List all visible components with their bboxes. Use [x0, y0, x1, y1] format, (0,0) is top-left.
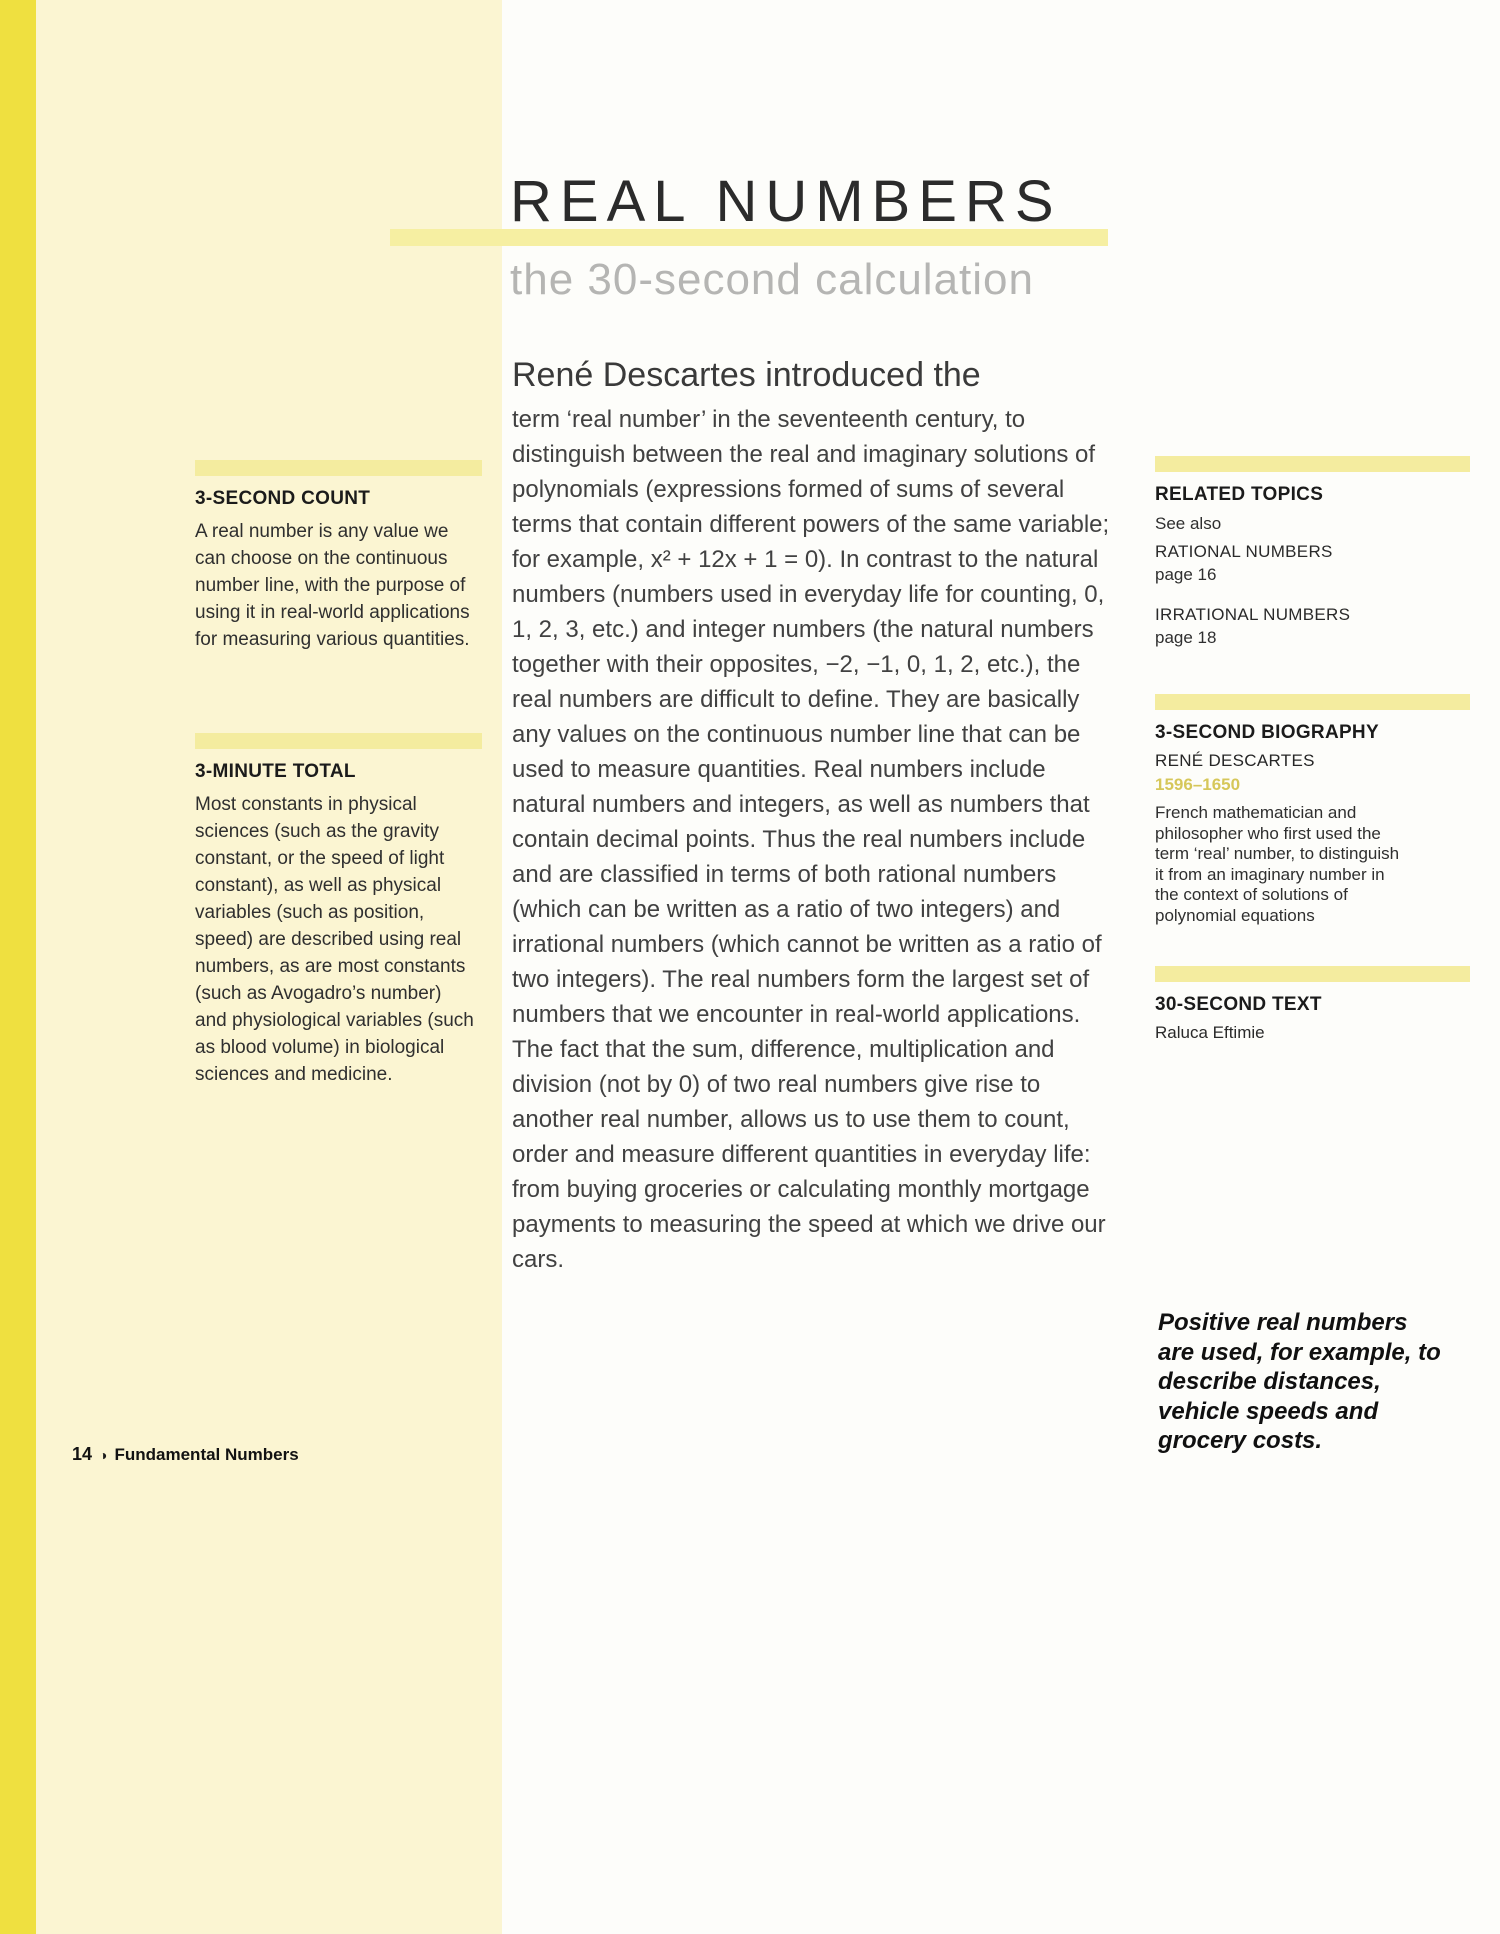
related-highlight-bar — [1155, 456, 1470, 472]
text-credit-section — [1155, 966, 1470, 1043]
page-subtitle: the 30-second calculation — [510, 255, 1034, 304]
footer-section-title: Fundamental Numbers — [114, 1444, 299, 1464]
article-lead: René Descartes introduced the — [512, 356, 981, 394]
page-title: REAL NUMBERS — [510, 169, 1062, 234]
count-body: A real number is any value we can choose on the continuous number line, with the purpose of using it in real-world applications for measuring various quantities. — [195, 521, 470, 650]
biography-name: RENÉ DESCARTES — [1155, 751, 1315, 770]
related-topics-section — [1155, 456, 1470, 648]
text-credit-highlight-bar — [1155, 966, 1470, 982]
related-topic-title: RATIONAL NUMBERS — [1155, 542, 1333, 561]
count-heading: 3-SECOND COUNT — [195, 488, 371, 509]
related-topic-title: IRRATIONAL NUMBERS — [1155, 605, 1351, 624]
biography-highlight-bar — [1155, 694, 1470, 710]
related-topic-page: page 18 — [1155, 628, 1217, 647]
total-heading: 3-MINUTE TOTAL — [195, 761, 356, 782]
article-body: term ‘real number’ in the seventeenth century, to distinguish between the real and imaginary solutions of polynomials (expressions formed of sums of several terms that contain different powers of the same variable; for example, x² + 12x + 1 = 0). In contrast to the natural numbers (numbers used in everyday life for counting, 0, 1, 2, 3, etc.) and integer numbers (the natural numbers together with their opposites, −2, −1, 0, 1, 2, etc.), the real numbers are difficult to define. They are basically any values on the continuous number line that can be used to measure quantities. Real numbers include natural numbers and integers, as well as numbers that contain decimal points. Thus the real numbers include and are classified in terms of both rational numbers (which can be written as a ratio of two integers) and irrational numbers (which cannot be written as a ratio of two integers). The real numbers form the largest set of numbers that we encounter in real-world applications. The fact that the sum, difference, multiplication and division (not by 0) of two real numbers give rise to another real number, allows us to use them to count, order and measure different quantities in everyday life: from buying groceries or calculating monthly mortgage payments to measuring the speed at which we drive our cars. — [512, 406, 1110, 1273]
related-topics-heading: RELATED TOPICS — [1155, 484, 1324, 505]
footer-page-number: 14 — [72, 1444, 93, 1464]
related-topic-rational — [1155, 542, 1470, 585]
total-body: Most constants in physical sciences (such as the gravity constant, or the speed of light constant), as well as physical variables (such as position, speed) are described using real numbers, as are most constants (such as Avogadro’s number) and physiological variables (such as blood volume) in biological sciences and medicine. — [195, 794, 474, 1085]
biography-heading: 3-SECOND BIOGRAPHY — [1155, 722, 1379, 743]
related-topic-irrational — [1155, 605, 1470, 648]
biography-body: French mathematician and philosopher who first used the term ‘real’ number, to distinguish it from an imaginary number in the context of solutions of polynomial equations — [1155, 803, 1400, 925]
text-credit-heading: 30-SECOND TEXT — [1155, 994, 1322, 1015]
three-minute-total-section — [195, 733, 482, 1088]
related-topic-page: page 16 — [1155, 565, 1217, 584]
image-caption: Positive real numbers are used, for example, to describe distances, vehicle speeds and grocery costs. — [1158, 1309, 1441, 1454]
total-highlight-bar — [195, 733, 482, 749]
half-circle-icon: ◑ — [99, 1446, 108, 1463]
left-edge-strip — [0, 0, 36, 1934]
count-highlight-bar — [195, 460, 482, 476]
biography-section — [1155, 694, 1470, 926]
main-article — [512, 352, 1124, 1277]
three-second-count-section — [195, 460, 482, 653]
biography-dates: 1596–1650 — [1155, 775, 1241, 794]
see-also-label: See also — [1155, 514, 1222, 533]
text-credit-author: Raluca Eftimie — [1155, 1023, 1265, 1042]
page-footer — [72, 1444, 299, 1465]
